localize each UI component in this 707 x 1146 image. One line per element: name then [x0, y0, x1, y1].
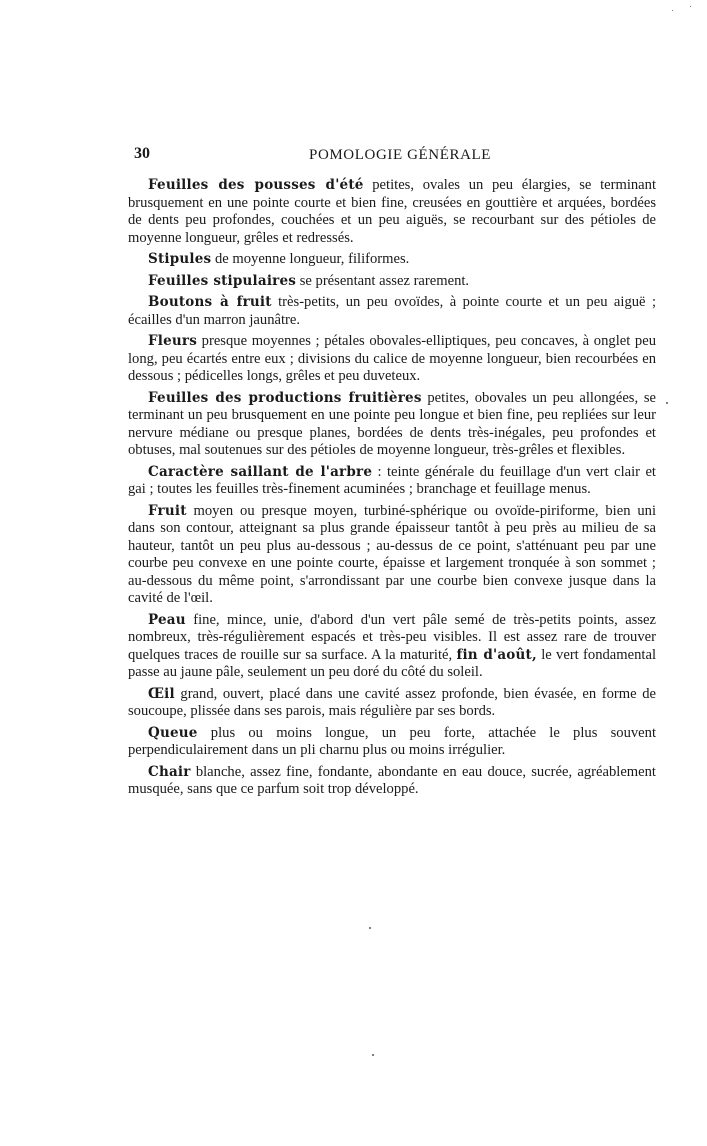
- paragraph-text: se présentant assez rarement.: [296, 272, 470, 289]
- running-title: POMOLOGIE GÉNÉRALE: [309, 147, 492, 163]
- paragraph-stalk: [128, 725, 656, 760]
- page-header: [134, 145, 656, 169]
- paragraph-text: moyen ou presque moyen, turbiné-sphérique ou ovoïde-piriforme, bien uni dans son contour, atteignant sa plus grande épaisseur tantôt à peu près au milieu de sa hauteur, tantôt un peu plus au-dessous ; au-dessus de ce point, s'atténuant peu par une courbe peu convexe en une pointe courte, épaisse et largement tronquée à son sommet ; au-dessous du même point, s'arrondissant par une courbe bien convexe jusque dans la cavité de l'œil.: [128, 502, 656, 606]
- paragraph-text: petites, ovales un peu élargies, se terminant brusquement en une pointe courte et bien fine, creusées en gouttière et arquées, bordées de dents peu profondes, couchées et un peu aiguës, se recourbant sur des pétioles de moyenne longueur, grêles et redressés.: [128, 177, 657, 246]
- term-label: Stipules: [148, 251, 212, 267]
- paragraph-stipular-leaves: [128, 273, 656, 291]
- paragraph-text: : teinte générale du feuillage d'un vert clair et gai ; toutes les feuilles très-finement acuminées ; branchage et feuillage menus.: [128, 463, 656, 497]
- paragraph-text: petites, obovales un peu allongées, se terminant un peu brusquement en une pointe peu longue et bien fine, peu repliées sur leur nervure médiane ou presque planes, bordées de dents très-inégales, peu profondes et obtuses, mal soutenues sur des pétioles de moyenne longueur, très-grêles et flexibles.: [128, 389, 656, 458]
- paragraph-skin: [128, 612, 656, 682]
- page-body: [128, 177, 656, 803]
- page-number: 30: [134, 145, 150, 162]
- term-label: Feuilles stipulaires: [148, 272, 297, 289]
- paragraph-summer-shoot-leaves: [128, 177, 656, 247]
- paragraph-text: fine, mince, unie, d'abord d'un vert pâle semé de très-petits points, assez nombreux, très-régulièrement espacés et très-peu visibles. Il est assez rare de trouver quelques traces de rouille sur sa surface. A la maturité,: [128, 611, 656, 663]
- paragraph-text: blanche, assez fine, fondante, abondante en eau douce, sucrée, agréablement musquée, sans que ce parfum soit trop développé.: [128, 763, 656, 797]
- paragraph-text-continued: le vert fondamental passe au jaune pâle, seulement un peu doré du côté du soleil.: [128, 646, 656, 680]
- print-speck: [369, 927, 371, 929]
- paragraph-text: très-petits, un peu ovoïdes, à pointe courte et un peu aiguë ; écailles d'un marron jaunâtre.: [128, 294, 657, 328]
- print-speck: [672, 10, 673, 11]
- paragraph-fruiting-leaves: [128, 390, 656, 460]
- paragraph-text: plus ou moins longue, un peu forte, attachée le plus souvent perpendiculairement dans un pli charnu plus ou moins irrégulier.: [128, 724, 656, 758]
- paragraph-eye: [128, 686, 656, 721]
- paragraph-text: de moyenne longueur, filiformes.: [211, 251, 410, 267]
- paragraph-fruit-buds: [128, 294, 656, 329]
- term-label: Peau: [148, 611, 186, 628]
- print-speck: [690, 6, 691, 7]
- term-label: Queue: [148, 724, 198, 741]
- term-label: Feuilles des pousses d'été: [148, 177, 364, 193]
- term-label: Fruit: [148, 502, 187, 519]
- term-label-ripening: fin d'août,: [456, 646, 537, 663]
- term-label: Caractère saillant de l'arbre: [148, 463, 373, 480]
- print-speck: [666, 402, 668, 404]
- term-label: Feuilles des productions fruitières: [148, 389, 422, 406]
- term-label: Œil: [148, 685, 175, 702]
- paragraph-tree-character: [128, 464, 656, 499]
- paragraph-fruit: [128, 503, 656, 608]
- paragraph-flesh: [128, 764, 656, 799]
- print-speck: [372, 1054, 374, 1056]
- paragraph-text: presque moyennes ; pétales obovales-elliptiques, peu concaves, à onglet peu long, peu écartés entre eux ; divisions du calice de moyenne longueur, bien recourbées en dessous ; pédicelles longs, grêles et peu duveteux.: [128, 333, 656, 384]
- paragraph-text: grand, ouvert, placé dans une cavité assez profonde, bien évasée, en forme de soucoupe, plissée dans ses parois, mais régulière par ses bords.: [128, 685, 656, 719]
- term-label: Boutons à fruit: [148, 294, 272, 310]
- paragraph-flowers: [128, 333, 656, 386]
- term-label: Fleurs: [148, 333, 198, 349]
- term-label: Chair: [148, 763, 191, 780]
- paragraph-stipules: [128, 251, 656, 269]
